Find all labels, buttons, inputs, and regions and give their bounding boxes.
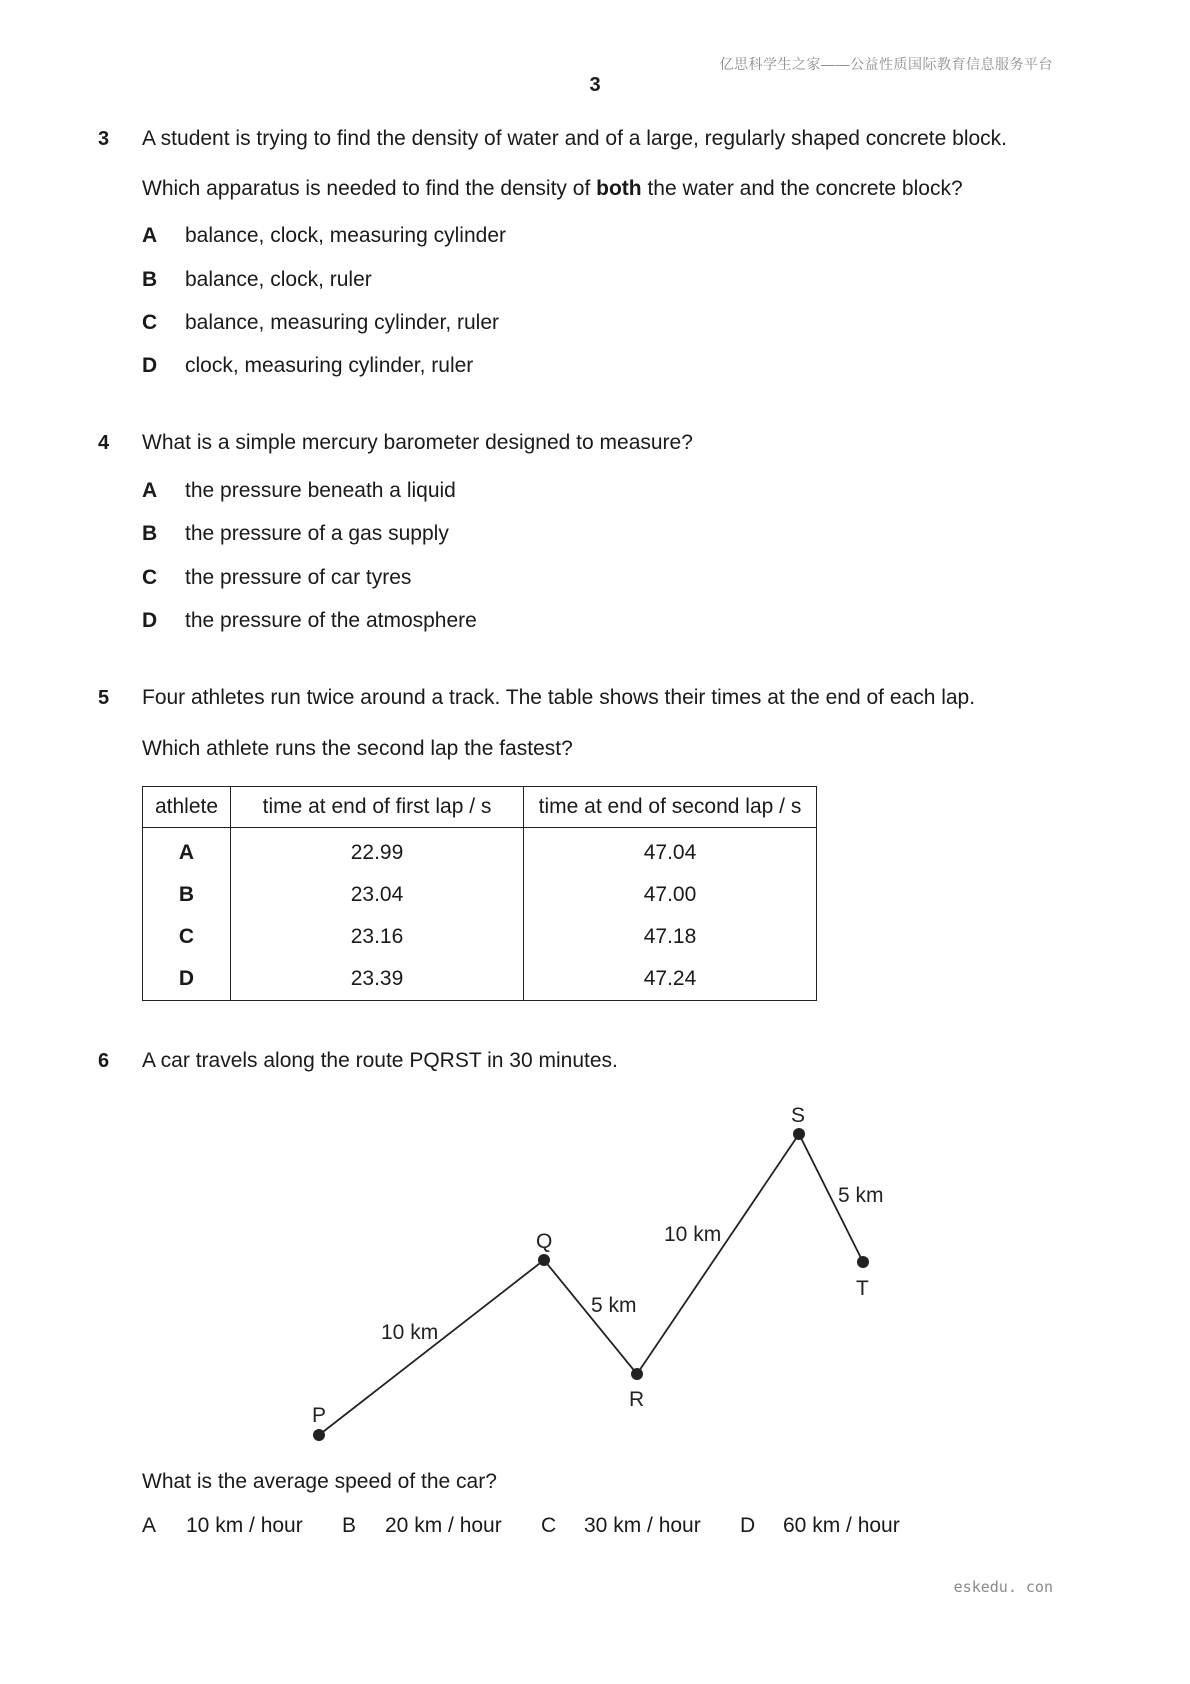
q3-option-c-letter: C <box>142 311 158 334</box>
q3-option-b-letter: B <box>142 268 158 291</box>
question-5-number: 5 <box>98 687 110 709</box>
q4-option-c-text: the pressure of car tyres <box>185 566 412 589</box>
q6-option-d-text: 60 km / hour <box>783 1514 900 1537</box>
header-watermark: 亿思科学生之家——公益性质国际教育信息服务平台 <box>719 56 1053 72</box>
q3-option-b-text: balance, clock, ruler <box>185 268 372 291</box>
prompt-part: Which apparatus is needed to find the density of <box>142 177 597 200</box>
point-p-dot <box>313 1429 325 1441</box>
page-number: 3 <box>589 74 601 96</box>
q4-option-b-text: the pressure of a gas supply <box>185 522 449 545</box>
point-q-dot <box>538 1254 550 1266</box>
athlete-cell: D <box>143 958 231 1001</box>
question-4-text: What is a simple mercury barometer designed to measure? <box>142 431 693 454</box>
second-lap-cell: 47.00 <box>524 874 817 916</box>
athlete-cell: A <box>143 828 231 875</box>
point-r-label: R <box>629 1388 645 1411</box>
question-3-number: 3 <box>98 128 110 150</box>
first-lap-cell: 23.39 <box>231 958 524 1001</box>
question-5-text: Four athletes run twice around a track. The table shows their times at the end of each lap. <box>142 686 976 709</box>
second-lap-cell: 47.24 <box>524 958 817 1001</box>
q6-option-a-letter: A <box>142 1514 157 1537</box>
q6-option-b-text: 20 km / hour <box>385 1514 502 1537</box>
segment-pq-label: 10 km <box>381 1321 439 1344</box>
q6-option-b-letter: B <box>342 1514 357 1537</box>
q3-option-a-letter: A <box>142 224 158 247</box>
q4-option-b-letter: B <box>142 522 158 545</box>
point-p-label: P <box>312 1404 327 1427</box>
q3-option-c-text: balance, measuring cylinder, ruler <box>185 311 499 334</box>
prompt-part: the water and the concrete block? <box>641 177 963 200</box>
first-lap-cell: 23.16 <box>231 916 524 958</box>
athlete-cell: C <box>143 916 231 958</box>
question-5-prompt: Which athlete runs the second lap the fastest? <box>142 737 573 760</box>
route-path <box>319 1134 863 1435</box>
q4-option-d-letter: D <box>142 609 158 632</box>
point-s-dot <box>793 1128 805 1140</box>
footer-site: eskedu. con <box>953 1578 1053 1596</box>
first-lap-cell: 23.04 <box>231 874 524 916</box>
q3-option-d-text: clock, measuring cylinder, ruler <box>185 354 474 377</box>
question-6-prompt: What is the average speed of the car? <box>142 1470 497 1493</box>
segment-qr-label: 5 km <box>591 1294 637 1317</box>
q4-option-d-text: the pressure of the atmosphere <box>185 609 477 632</box>
header-first-lap: time at end of first lap / s <box>231 787 524 828</box>
prompt-emphasis: both <box>596 177 642 200</box>
question-3-text: A student is trying to find the density of water and of a large, regularly shaped concrete block. <box>142 127 1007 150</box>
q4-option-a-text: the pressure beneath a liquid <box>185 479 456 502</box>
segment-rs-label: 10 km <box>664 1223 722 1246</box>
point-r-dot <box>631 1368 643 1380</box>
second-lap-cell: 47.04 <box>524 828 817 875</box>
question-4-number: 4 <box>98 432 110 454</box>
header-second-lap: time at end of second lap / s <box>524 787 817 828</box>
q6-option-a-text: 10 km / hour <box>186 1514 303 1537</box>
point-t-label: T <box>856 1277 869 1300</box>
header-athlete: athlete <box>143 787 231 828</box>
second-lap-cell: 47.18 <box>524 916 817 958</box>
point-s-label: S <box>791 1104 806 1127</box>
point-t-dot <box>857 1256 869 1268</box>
q4-option-a-letter: A <box>142 479 158 502</box>
q6-option-c-text: 30 km / hour <box>584 1514 701 1537</box>
point-q-label: Q <box>536 1230 553 1253</box>
question-6-number: 6 <box>98 1050 110 1072</box>
q3-option-d-letter: D <box>142 354 158 377</box>
q6-option-c-letter: C <box>541 1514 557 1537</box>
segment-st-label: 5 km <box>838 1184 884 1207</box>
question-6-text: A car travels along the route PQRST in 30 minutes. <box>142 1049 618 1072</box>
q4-option-c-letter: C <box>142 566 158 589</box>
first-lap-cell: 22.99 <box>231 828 524 875</box>
q3-option-a-text: balance, clock, measuring cylinder <box>185 224 506 247</box>
q6-option-d-letter: D <box>740 1514 756 1537</box>
athlete-cell: B <box>143 874 231 916</box>
